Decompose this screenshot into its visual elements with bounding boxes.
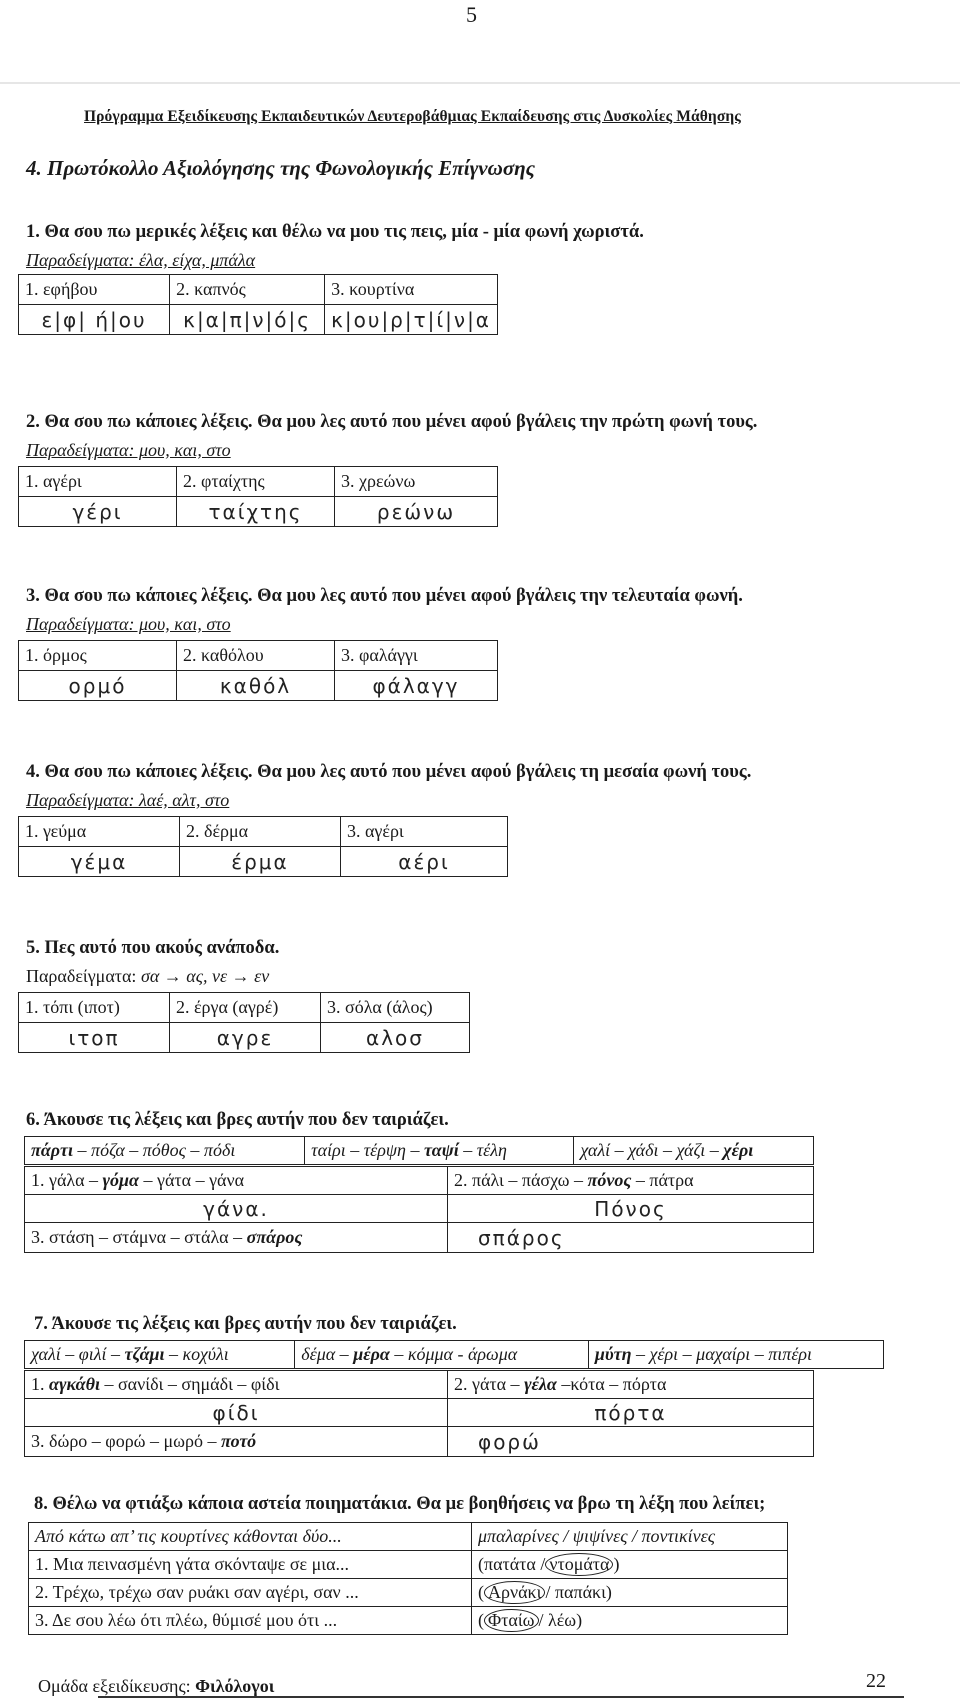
question-1-table [18, 274, 498, 335]
question-3-table [18, 640, 498, 701]
q6-item-3: 3. στάση – στάμνα – στάλα – σπάρος [25, 1223, 448, 1253]
q1-answer-1: ε|φ| ή|ου [19, 305, 170, 335]
q8-intro-options: μπαλαρίνες / ψιψίνες / ποντικίνες [472, 1523, 788, 1551]
q1-answer-3: κ|ου|ρ|τ|ί|ν|α [325, 305, 498, 335]
q1-word-1: 1. εφήβου [19, 275, 170, 305]
q7-group-3: μύτη – χέρι – μαχαίρι – πιπέρι [588, 1341, 883, 1369]
q2-answer-3: ρεώνω [335, 497, 498, 527]
q8-options-3: ( Φταίω / λέω) [472, 1607, 788, 1635]
question-2-table [18, 466, 498, 527]
q8-circled-choice-1: ντομάτα [545, 1553, 613, 1576]
question-5-examples [26, 966, 269, 987]
q8-options-1: (πατάτα / ντομάτα ) [472, 1551, 788, 1579]
question-3-examples: Παραδείγματα: μου, και, στο [26, 614, 231, 634]
q1-answer-2: κ|α|π|ν|ό|ς [170, 305, 325, 335]
q7-group-1: χαλί – φιλί – τζάμι – κοχύλι [25, 1341, 295, 1369]
footer-group [38, 1676, 274, 1697]
footer-group-value: Φιλόλογοι [195, 1676, 275, 1696]
q6-answer-2: Πόνος [448, 1195, 814, 1223]
program-header: Πρόγραμμα Εξειδίκευσης Εκπαιδευτικών Δευτεροβάθμιας Εκπαίδευσης στις Δυσκολίες Μάθησης [84, 108, 741, 125]
q6-item-2: 2. πάλι – πάσχω – πόνος – πάτρα [448, 1167, 814, 1195]
q8-line-1: 1. Μια πεινασμένη γάτα σκόνταψε σε μια... [29, 1551, 472, 1579]
q1-word-3: 3. κουρτίνα [325, 275, 498, 305]
q7-item-1: 1. αγκάθι – σανίδι – σημάδι – φίδι [25, 1371, 448, 1399]
question-4-table [18, 816, 508, 877]
scan-edge [0, 82, 960, 84]
question-8-table [28, 1522, 788, 1635]
question-3-prompt: 3. Θα σου πω κάποιες λέξεις. Θα μου λες αυτό που μένει αφού βγάλεις την τελευταία φωνή. [26, 586, 743, 606]
q7-answer-3: φορώ [448, 1427, 814, 1457]
q2-word-1: 1. αγέρι [19, 467, 177, 497]
question-6-header-table [24, 1136, 814, 1165]
question-6-prompt: 6. Άκουσε τις λέξεις και βρες αυτήν που δεν ταιριάζει. [26, 1110, 449, 1130]
q3-answer-2: καθόλ [177, 671, 335, 701]
q2-answer-2: ταίχτης [177, 497, 335, 527]
page-number: 5 [466, 2, 477, 27]
q8-intro-line: Από κάτω απ’ τις κουρτίνες κάθονται δύο... [29, 1523, 472, 1551]
q8-options-2: ( Αρνάκι / παπάκι) [472, 1579, 788, 1607]
q8-circled-choice-3: Φταίω [484, 1609, 539, 1632]
q5-answer-3: αλοσ [321, 1023, 470, 1053]
q2-word-2: 2. φταίχτης [177, 467, 335, 497]
footer-page-number: 22 [866, 1670, 886, 1692]
footer-group-label: Ομάδα εξειδίκευσης: [38, 1676, 191, 1696]
q7-item-3: 3. δώρο – φορώ – μωρό – ποτό [25, 1427, 448, 1457]
q4-answer-2: έρμα [180, 847, 341, 877]
q8-circled-choice-2: Αρνάκι [484, 1581, 545, 1604]
q4-answer-3: αέρι [341, 847, 508, 877]
q7-item-2: 2. γάτα – γέλα –κότα – πόρτα [448, 1371, 814, 1399]
q3-word-1: 1. όρμος [19, 641, 177, 671]
question-4-prompt: 4. Θα σου πω κάποιες λέξεις. Θα μου λες αυτό που μένει αφού βγάλεις τη μεσαία φωνή τους. [26, 762, 752, 782]
question-2-prompt: 2. Θα σου πω κάποιες λέξεις. Θα μου λες αυτό που μένει αφού βγάλεις την πρώτη φωνή τους. [26, 412, 758, 432]
q1-word-2: 2. καπνός [170, 275, 325, 305]
q3-answer-1: ορμό [19, 671, 177, 701]
q6-group-2: ταίρι – τέρψη – ταψί – τέλη [305, 1137, 574, 1165]
question-1-examples: Παραδείγματα: έλα, είχα, μπάλα [26, 250, 256, 270]
q5-examples-rest: σα → ας, νε → εν [140, 966, 270, 986]
q5-word-3: 3. σόλα (άλος) [321, 993, 470, 1023]
question-4-examples: Παραδείγματα: λαέ, αλτ, στο [26, 790, 230, 810]
question-8-prompt: 8. Θέλω να φτιάξω κάποια αστεία ποιηματάκια. Θα με βοηθήσεις να βρω τη λέξη που λείπει; [34, 1494, 766, 1514]
q6-group-1: πάρτι – πόζα – πόθος – πόδι [25, 1137, 305, 1165]
question-6-items-table [24, 1166, 814, 1253]
q7-answer-1: φίδι [25, 1399, 448, 1427]
q7-answer-2: πόρτα [448, 1399, 814, 1427]
q5-examples-prefix: Παραδείγματα: [26, 966, 137, 986]
question-1-prompt: 1. Θα σου πω μερικές λέξεις και θέλω να μου τις πεις, μία - μία φωνή χωριστά. [26, 222, 644, 242]
q4-answer-1: γέμα [19, 847, 180, 877]
question-5-table [18, 992, 470, 1053]
question-7-items-table [24, 1370, 814, 1457]
q8-line-3: 3. Δε σου λέω ότι πλέω, θύμισέ μου ότι ... [29, 1607, 472, 1635]
question-7-prompt: 7. Άκουσε τις λέξεις και βρες αυτήν που δεν ταιριάζει. [34, 1314, 457, 1334]
q3-word-3: 3. φαλάγγι [335, 641, 498, 671]
q7-group-2: δέμα – μέρα – κόμμα - άρωμα [295, 1341, 589, 1369]
q3-word-2: 2. καθόλου [177, 641, 335, 671]
section-title: 4. Πρωτόκολλο Αξιολόγησης της Φωνολογικής Επίγνωσης [26, 156, 536, 180]
q6-item-1: 1. γάλα – γόμα – γάτα – γάνα [25, 1167, 448, 1195]
q4-word-1: 1. γεύμα [19, 817, 180, 847]
q3-answer-3: φάλαγγ [335, 671, 498, 701]
q5-word-1: 1. τόπι (ιποτ) [19, 993, 170, 1023]
q2-word-3: 3. χρεώνω [335, 467, 498, 497]
q4-word-2: 2. δέρμα [180, 817, 341, 847]
q6-group-3: χαλί – χάδι – χάζι – χέρι [574, 1137, 814, 1165]
question-5-prompt: 5. Πες αυτό που ακούς ανάποδα. [26, 938, 280, 958]
q6-answer-3: σπάρος [448, 1223, 814, 1253]
q5-answer-2: αγρε [170, 1023, 321, 1053]
q4-word-3: 3. αγέρι [341, 817, 508, 847]
q6-answer-1: γάνα. [25, 1195, 448, 1223]
q2-answer-1: γέρι [19, 497, 177, 527]
question-2-examples: Παραδείγματα: μου, και, στο [26, 440, 231, 460]
q5-answer-1: ιτοπ [19, 1023, 170, 1053]
question-7-header-table [24, 1340, 884, 1369]
q8-line-2: 2. Τρέχω, τρέχω σαν ρυάκι σαν αγέρι, σαν ... [29, 1579, 472, 1607]
q5-word-2: 2. έργα (αγρέ) [170, 993, 321, 1023]
